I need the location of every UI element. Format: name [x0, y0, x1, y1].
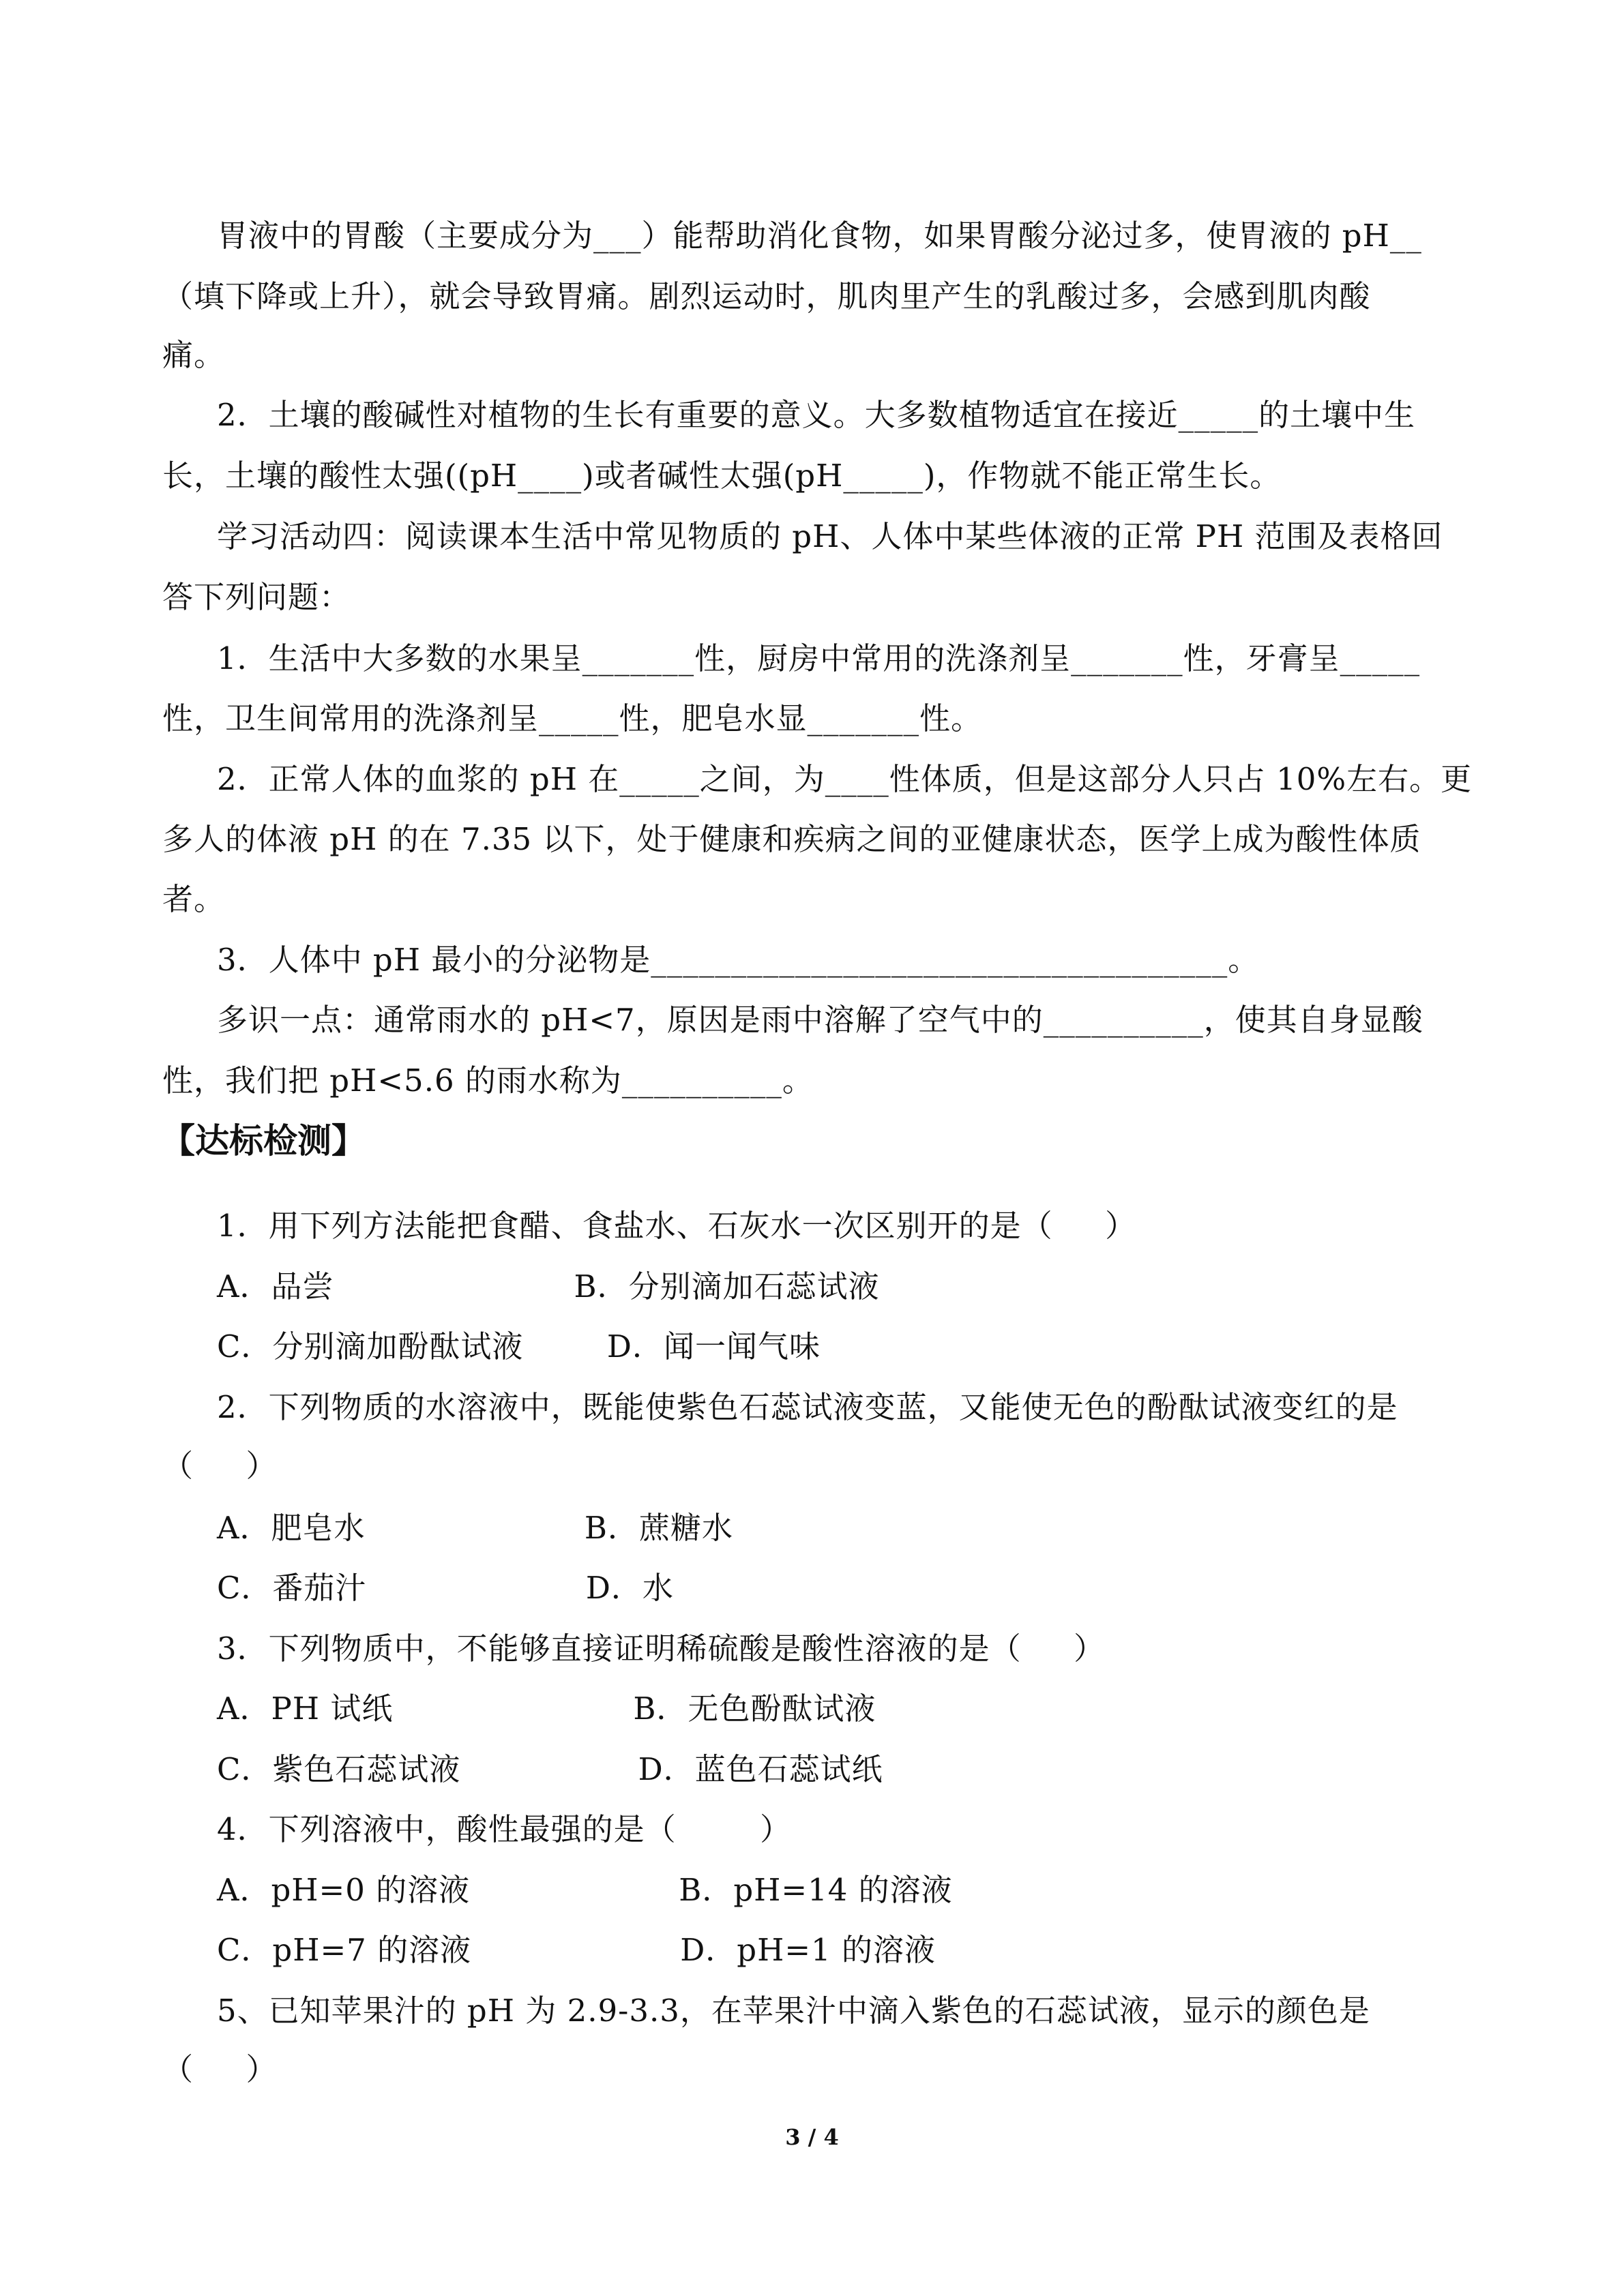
- question-line: 4．下列溶液中，酸性最强的是（ ）: [217, 1811, 792, 1847]
- text-line: 多人的体液 pH 的在 7.35 以下，处于健康和疾病之间的亚健康状态，医学上成为酸性体质: [162, 821, 1421, 857]
- question-line: 1．用下列方法能把食醋、食盐水、石灰水一次区别开的是（ ）: [217, 1208, 1137, 1244]
- question-line: （ ）: [162, 2051, 278, 2087]
- text-line: 性，卫生间常用的洗涤剂呈_____性，肥皂水显_______性。: [162, 700, 983, 736]
- question-line: （ ）: [162, 1448, 278, 1484]
- text-line: 学习活动四：阅读课本生活中常见物质的 pH、人体中某些体液的正常 PH 范围及表格回: [217, 518, 1443, 554]
- option-line: A．PH 试纸 B．无色酚酞试液: [217, 1690, 876, 1727]
- text-line: 痛。: [162, 337, 226, 373]
- option-line: A．pH=0 的溶液 B．pH=14 的溶液: [217, 1872, 953, 1908]
- text-line: 1．生活中大多数的水果呈_______性，厨房中常用的洗涤剂呈_______性，牙膏呈_____: [217, 640, 1421, 676]
- text-line: （填下降或上升），就会导致胃痛。剧烈运动时，肌肉里产生的乳酸过多，会感到肌肉酸: [162, 278, 1371, 314]
- section-heading: 【达标检测】: [161, 1121, 366, 1161]
- text-line: 胃液中的胃酸（主要成分为___）能帮助消化食物，如果胃酸分泌过多，使胃液的 pH__: [217, 218, 1422, 254]
- text-line: 长，土壤的酸性太强((pH____)或者碱性太强(pH_____)，作物就不能正常生长。: [162, 458, 1282, 494]
- text-line: 3．人体中 pH 最小的分泌物是____________________________________。: [217, 942, 1260, 978]
- option-line: A．肥皂水 B．蔗糖水: [217, 1510, 733, 1546]
- text-line: 2．正常人体的血浆的 pH 在_____之间，为____性体质，但是这部分人只占 10%左右。更: [217, 761, 1473, 797]
- option-line: C．分别滴加酚酞试液 D．闻一闻气味: [217, 1328, 821, 1365]
- text-line: 2．土壤的酸碱性对植物的生长有重要的意义。大多数植物适宜在接近_____的土壤中生: [217, 397, 1416, 433]
- text-line: 者。: [162, 881, 226, 917]
- text-line: 多识一点：通常雨水的 pH<7，原因是雨中溶解了空气中的__________，使其自身显酸: [217, 1002, 1423, 1038]
- option-line: C．紫色石蕊试液 D．蓝色石蕊试纸: [217, 1751, 883, 1787]
- question-line: 3．下列物质中，不能够直接证明稀硫酸是酸性溶液的是（ ）: [217, 1630, 1106, 1667]
- text-line: 答下列问题：: [162, 579, 351, 615]
- question-line: 2．下列物质的水溶液中，既能使紫色石蕊试液变蓝，又能使无色的酚酞试液变红的是: [217, 1389, 1398, 1425]
- text-line: 性，我们把 pH<5.6 的雨水称为__________。: [162, 1062, 814, 1099]
- page-number: 3 / 4: [785, 2124, 839, 2150]
- option-line: C．番茄汁 D．水: [217, 1570, 674, 1606]
- question-line: 5、已知苹果汁的 pH 为 2.9-3.3，在苹果汁中滴入紫色的石蕊试液，显示的颜色是: [217, 1993, 1370, 2029]
- option-line: A．品尝 B．分别滴加石蕊试液: [217, 1268, 880, 1304]
- option-line: C．pH=7 的溶液 D．pH=1 的溶液: [217, 1932, 936, 1968]
